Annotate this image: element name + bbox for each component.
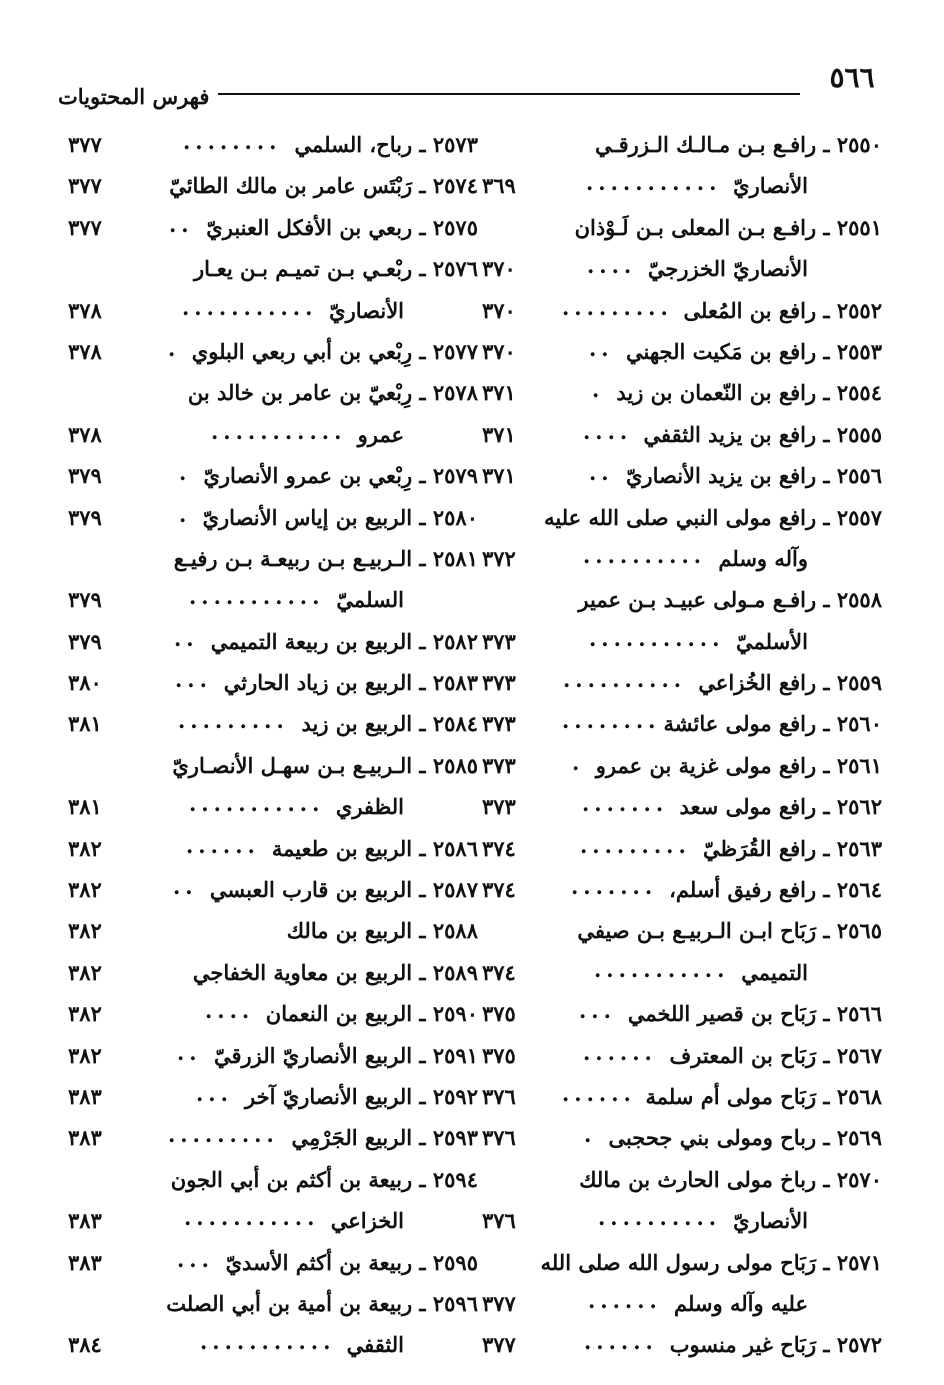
entry-title: ٢٥٩٣ ـ الربيع الجَرْمِي xyxy=(291,1125,478,1151)
index-entry xyxy=(58,869,478,910)
index-entry xyxy=(58,497,478,538)
leader-dots: .......... xyxy=(563,667,687,693)
leader-dots: .......... xyxy=(583,542,707,568)
index-entry xyxy=(472,124,882,165)
entry-title: ٢٥٨٤ ـ الربيع بن زيد xyxy=(301,711,478,737)
entry-title: ٢٥٦٩ ـ رباح ومولى بني جحجبى xyxy=(608,1125,882,1151)
index-entry xyxy=(472,1035,882,1076)
leader-dots: . xyxy=(179,460,192,486)
entry-page-number: ٣٧١ xyxy=(482,421,516,447)
index-entry xyxy=(58,331,478,372)
entry-title: ٢٥٧٠ ـ رباخ مولى الحارث بن مالك xyxy=(579,1166,882,1192)
leader-dots: ........... xyxy=(182,294,318,320)
index-entry xyxy=(58,1117,478,1158)
entry-page-number: ٣٧٧ xyxy=(482,1290,516,1316)
entry-title: ٢٥٧٩ ـ رِبْعي بن عمرو الأنصاريّ xyxy=(203,463,478,489)
index-entry xyxy=(58,248,478,289)
leader-dots: ...... xyxy=(588,1287,662,1313)
leader-dots: ........... xyxy=(594,956,730,982)
entry-page-number: ٣٧٣ xyxy=(482,628,516,654)
index-entry xyxy=(472,372,882,413)
entry-page-number: ٣٧٤ xyxy=(482,835,516,861)
entry-page-number: ٣٨٣ xyxy=(68,1249,102,1275)
entry-title: ٢٥٦٨ ـ رَبَاح مولى أم سلمة xyxy=(645,1083,882,1109)
entry-page-number: ٣٧٧ xyxy=(68,214,102,240)
index-entry xyxy=(472,497,882,538)
entry-page-number: ٣٨٠ xyxy=(68,670,102,696)
entry-page-number: ٣٨٣ xyxy=(68,1208,102,1234)
entry-title: ٢٥٥٦ ـ رافع بن يزيد الأنصاريّ xyxy=(626,463,882,489)
entry-title: ٢٥٥٨ ـ رافـع مـولى عبيـد بـن عمير xyxy=(578,587,882,613)
index-entry xyxy=(58,1324,478,1365)
entry-title: ٢٥٦٣ ـ رافع القُرَظيّ xyxy=(702,835,882,861)
leader-dots: .. xyxy=(173,874,198,900)
leader-dots: ...... xyxy=(562,1080,636,1106)
entry-title: الخزاعي xyxy=(330,1208,404,1234)
entry-title: ٢٥٧٨ ـ رِبْعيّ بن عامر بن خالد بن xyxy=(187,380,478,406)
entry-page-number: ٣٦٩ xyxy=(482,173,516,199)
entry-title: عليه وآله وسلم xyxy=(674,1290,808,1316)
entry-title: ٢٥٨٣ ـ الربيع بن زياد الحارثي xyxy=(223,670,478,696)
index-entry xyxy=(472,1159,882,1200)
index-entry xyxy=(472,248,882,289)
entry-title: ٢٥٧٢ ـ رَبَاح غير منسوب xyxy=(669,1332,882,1358)
entry-title: ٢٥٩٤ ـ ربيعة بن أكثم بن أبي الجون xyxy=(170,1166,478,1192)
index-entry xyxy=(58,745,478,786)
index-entry xyxy=(58,124,478,165)
entry-page-number: ٣٧٨ xyxy=(68,297,102,323)
entry-title: ٢٥٨٧ ـ الربيع بن قارب العبسي xyxy=(209,877,478,903)
index-entry xyxy=(58,621,478,662)
entry-title: ٢٥٩١ ـ الربيع الأنصاريّ الزرقيّ xyxy=(213,1042,478,1068)
leader-dots: ... xyxy=(196,1080,233,1106)
leader-dots: ......... xyxy=(580,832,691,858)
leader-dots: ........... xyxy=(200,1329,336,1355)
leader-dots: ...... xyxy=(186,832,260,858)
entry-title: الأسلميّ xyxy=(735,628,808,654)
entry-page-number: ٣٧٤ xyxy=(482,959,516,985)
entry-page-number: ٣٧٩ xyxy=(68,587,102,613)
leader-dots: . xyxy=(572,749,585,775)
entry-title: ٢٥٩٦ ـ ربيعة بن أمية بن أبي الصلت xyxy=(166,1290,478,1316)
entry-page-number: ٣٧٦ xyxy=(482,1083,516,1109)
entry-page-number: ٣٧٧ xyxy=(68,132,102,157)
entry-page-number: ٣٧٣ xyxy=(482,794,516,820)
entry-title: ٢٥٥٧ ـ رافع مولى النبي صلى الله عليه xyxy=(544,504,882,530)
entry-title: ٢٥٨١ ـ الـربيـع بـن ربيعـة بـن رفيـع xyxy=(173,545,478,571)
index-entry xyxy=(58,1035,478,1076)
entry-title: ٢٥٦٤ ـ رافع رفيق أسلم، xyxy=(669,877,882,903)
entry-page-number: ٣٧٩ xyxy=(68,628,102,654)
leader-dots: .. xyxy=(174,625,199,651)
entry-title: ٢٥٧٣ ـ رباح، السلمي xyxy=(294,132,478,157)
entry-title: التميمي xyxy=(741,959,808,985)
entry-title: ٢٥٥٥ ـ رافع بن يزيد الثقفي xyxy=(643,421,882,447)
index-entry xyxy=(472,869,882,910)
leader-dots: ... xyxy=(175,667,212,693)
entry-title: الظفري xyxy=(335,794,404,820)
entry-title: ٢٥٥٣ ـ رافع بن مَكيت الجهني xyxy=(626,338,882,364)
leader-dots: .... xyxy=(583,418,633,444)
entry-page-number: ٣٧٣ xyxy=(482,711,516,737)
index-entry xyxy=(58,414,478,455)
entry-title: ٢٥٩٥ ـ ربيعة بن أكثم الأسديّ xyxy=(225,1249,478,1275)
index-entry xyxy=(58,579,478,620)
entry-page-number: ٣٨٣ xyxy=(68,1125,102,1151)
index-entry xyxy=(58,1242,478,1283)
entry-title: ٢٥٦٧ ـ رَبَاح بن المعترف xyxy=(669,1042,882,1068)
entry-title: وآله وسلم xyxy=(718,545,808,571)
index-entry xyxy=(58,1076,478,1117)
entry-title: ٢٥٨٦ ـ الربيع بن طعيمة xyxy=(271,835,478,861)
index-entry xyxy=(58,290,478,331)
leader-dots: .. xyxy=(169,211,194,237)
index-entry xyxy=(472,579,882,620)
index-entry xyxy=(472,621,882,662)
index-entry xyxy=(58,703,478,744)
index-entry xyxy=(472,1324,882,1365)
entry-page-number: ٣٨٢ xyxy=(68,918,102,944)
running-header-title: فهرس المحتويات xyxy=(58,84,210,109)
leader-dots: ...... xyxy=(584,1329,658,1355)
index-entry xyxy=(58,207,478,248)
entry-page-number: ٣٨٢ xyxy=(68,1001,102,1027)
leader-dots: . xyxy=(179,501,192,527)
leader-dots: ........... xyxy=(184,1205,320,1231)
leader-dots: ........ xyxy=(183,129,282,154)
index-column-left xyxy=(58,124,478,1366)
index-column-right xyxy=(472,124,882,1366)
index-entry xyxy=(472,455,882,496)
leader-dots: .... xyxy=(205,998,255,1024)
entry-title: ٢٥٥١ ـ رافـع بـن المعلى بـن لَـوْذان xyxy=(574,214,882,240)
entry-page-number: ٣٧٥ xyxy=(482,1001,516,1027)
index-entry xyxy=(58,910,478,951)
entry-title: الأنصاريّ xyxy=(733,1208,808,1234)
entry-page-number: ٣٧٣ xyxy=(482,670,516,696)
index-entry xyxy=(58,1283,478,1324)
leader-dots: ... xyxy=(579,998,616,1024)
entry-title: ٢٥٥٠ ـ رافـع بـن مـالـك الـزرقـي xyxy=(594,132,882,157)
index-entry xyxy=(58,165,478,206)
entry-page-number: ٣٨٤ xyxy=(68,1332,102,1358)
leader-dots: ........... xyxy=(586,170,722,196)
index-entry xyxy=(472,290,882,331)
leader-dots: ......... xyxy=(178,708,289,734)
entry-title: عمرو xyxy=(357,421,404,447)
entry-title: الثقفي xyxy=(346,1332,404,1358)
index-entry xyxy=(472,1283,882,1324)
entry-title: ٢٥٨٥ ـ الـربيـع بـن سهـل الأنصـاريّ xyxy=(172,752,478,778)
entry-page-number: ٣٧٦ xyxy=(482,1208,516,1234)
entry-page-number: ٣٧٨ xyxy=(68,338,102,364)
index-entry xyxy=(58,952,478,993)
index-entry xyxy=(472,828,882,869)
entry-title: ٢٥٦٢ ـ رافع مولى سعد xyxy=(679,794,882,820)
leader-dots: ........... xyxy=(189,791,325,817)
index-entry xyxy=(58,538,478,579)
leader-dots: . xyxy=(168,335,181,361)
index-entry xyxy=(472,165,882,206)
index-entry xyxy=(472,331,882,372)
entry-page-number: ٣٧٢ xyxy=(482,545,516,571)
index-entry xyxy=(472,1200,882,1241)
entry-page-number: ٣٧٠ xyxy=(482,256,516,282)
entry-title: ٢٥٥٤ ـ رافع بن النّعمان بن زيد xyxy=(616,380,882,406)
entry-title: ٢٥٦٠ ـ رافع مولى عائشة xyxy=(663,711,882,737)
index-entry xyxy=(58,372,478,413)
index-entry xyxy=(472,786,882,827)
entry-page-number: ٣٧٨ xyxy=(68,421,102,447)
index-entry xyxy=(472,414,882,455)
index-entry xyxy=(472,1117,882,1158)
entry-title: ٢٥٩٢ ـ الربيع الأنصاريّ آخر xyxy=(245,1083,478,1109)
index-entry xyxy=(472,745,882,786)
leader-dots: ...... xyxy=(583,1039,657,1065)
index-entry xyxy=(58,786,478,827)
entry-page-number: ٣٧٠ xyxy=(482,297,516,323)
leader-dots: .......... xyxy=(598,1205,722,1231)
leader-dots: ......... xyxy=(562,294,673,320)
leader-dots: ....... xyxy=(571,874,658,900)
index-entry xyxy=(472,993,882,1034)
leader-dots: ........... xyxy=(189,584,325,610)
leader-dots: .... xyxy=(587,253,637,279)
entry-title: ٢٥٦١ ـ رافع مولى غزية بن عمرو xyxy=(595,752,882,778)
entry-title: الأنصاريّ الخزرجيّ xyxy=(647,256,808,282)
header-rule xyxy=(218,93,800,95)
leader-dots: . xyxy=(592,377,605,403)
index-entry xyxy=(472,662,882,703)
entry-title: ٢٥٧٦ ـ ربْعـي بـن تميـم بـن يعـار xyxy=(194,256,478,282)
entry-page-number: ٣٨٢ xyxy=(68,1042,102,1068)
entry-page-number: ٣٧٣ xyxy=(482,752,516,778)
entry-page-number: ٣٧٠ xyxy=(482,338,516,364)
entry-title: ٢٥٧٤ ـ رَبْتَس عامر بن مالك الطائيّ xyxy=(169,173,478,199)
index-entry xyxy=(472,1076,882,1117)
entry-title: ٢٥٥٢ ـ رافع بن المُعلى xyxy=(683,297,882,323)
index-entry xyxy=(472,207,882,248)
leader-dots: ........ xyxy=(562,708,661,734)
index-entry xyxy=(472,1242,882,1283)
entry-page-number: ٣٧٤ xyxy=(482,877,516,903)
entry-page-number: ٣٨١ xyxy=(68,794,102,820)
leader-dots: ........... xyxy=(211,418,347,444)
entry-title: ٢٥٨٢ ـ الربيع بن ربيعة التميمي xyxy=(210,628,478,654)
index-entry xyxy=(472,703,882,744)
entry-title: الأنصاريّ xyxy=(329,297,404,323)
index-entry xyxy=(58,1159,478,1200)
entry-title: السلميّ xyxy=(336,587,404,613)
entry-page-number: ٣٨٣ xyxy=(68,1083,102,1109)
entry-title: ٢٥٨٠ ـ الربيع بن إياس الأنصاريّ xyxy=(202,504,478,530)
leader-dots: ....... xyxy=(582,791,669,817)
index-entry xyxy=(58,828,478,869)
index-entry xyxy=(472,952,882,993)
index-entry xyxy=(58,662,478,703)
entry-page-number: ٣٧٧ xyxy=(482,1332,516,1358)
leader-dots: .. xyxy=(589,335,614,361)
entry-page-number: ٣٨٢ xyxy=(68,877,102,903)
entry-title: ٢٥٧١ ـ رَبَاح مولى رسول الله صلى الله xyxy=(540,1249,882,1275)
leader-dots: . xyxy=(584,1122,597,1148)
entry-page-number: ٣٧٧ xyxy=(68,173,102,199)
entry-title: ٢٥٧٥ ـ ربعي بن الأفكل العنبريّ xyxy=(206,214,478,240)
index-entry xyxy=(472,538,882,579)
entry-page-number: ٣٧٩ xyxy=(68,463,102,489)
index-entry xyxy=(472,910,882,951)
entry-page-number: ٣٧٥ xyxy=(482,1042,516,1068)
leader-dots: ......... xyxy=(168,1122,279,1148)
entry-title: ٢٥٦٥ ـ رَبَاح ابـن الـربيـع بـن صيفي xyxy=(577,918,882,944)
entry-page-number: ٣٧٩ xyxy=(68,504,102,530)
page-number: ٥٦٦ xyxy=(829,61,875,94)
entry-page-number: ٣٨٢ xyxy=(68,959,102,985)
leader-dots: .. xyxy=(589,460,614,486)
entry-page-number: ٣٨٢ xyxy=(68,835,102,861)
entry-title: الأنصاريّ xyxy=(733,173,808,199)
leader-dots: ........... xyxy=(589,625,725,651)
index-entry xyxy=(58,455,478,496)
entry-page-number: ٣٧٦ xyxy=(482,1125,516,1151)
entry-title: ٢٥٦٦ ـ رَبَاح بن قصير اللخمي xyxy=(627,1001,882,1027)
leader-dots: .. xyxy=(177,1039,202,1065)
entry-title: ٢٥٧٧ ـ رِبْعي بن أبي ربعي البلوي xyxy=(191,338,478,364)
index-entry xyxy=(58,1200,478,1241)
index-entry xyxy=(58,993,478,1034)
entry-title: ٢٥٩٠ ـ الربيع بن النعمان xyxy=(265,1001,478,1027)
entry-page-number: ٣٧١ xyxy=(482,463,516,489)
leader-dots: ... xyxy=(177,1246,214,1272)
entry-title: ٢٥٨٩ ـ الربيع بن معاوية الخفاجي xyxy=(192,959,478,985)
entry-title: ٢٥٨٨ ـ الربيع بن مالك xyxy=(286,918,478,944)
entry-title: ٢٥٥٩ ـ رافع الخُزاعي xyxy=(698,670,882,696)
entry-page-number: ٣٧١ xyxy=(482,380,516,406)
entry-page-number: ٣٨١ xyxy=(68,711,102,737)
